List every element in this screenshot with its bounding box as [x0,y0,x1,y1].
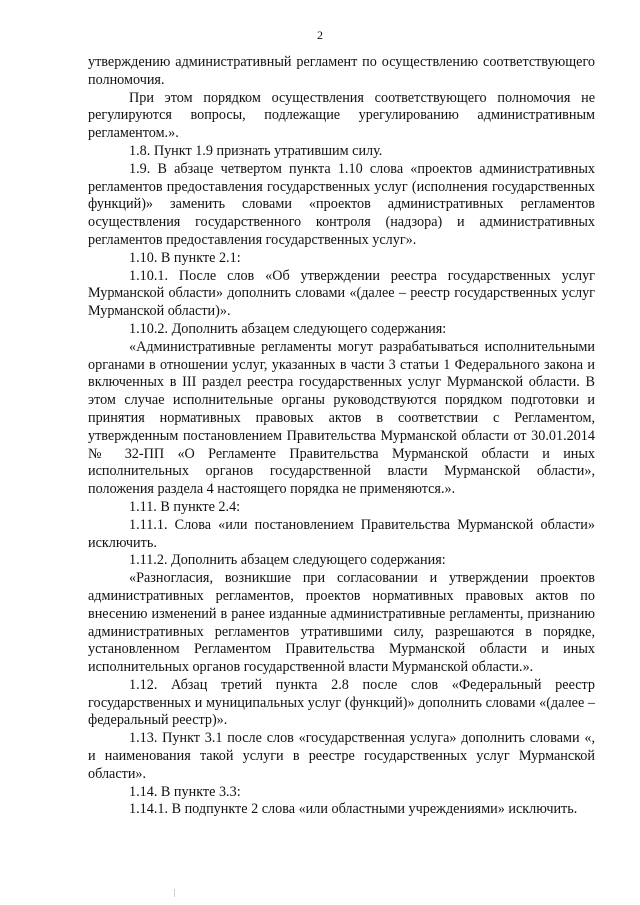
paragraph: 1.8. Пункт 1.9 признать утратившим силу. [129,142,383,159]
paragraph: 1.11.2. Дополнить абзацем следующего содержания: [129,552,446,569]
paragraph: 1.10.1. После слов «Об утверждении реестра государственных услуг Мурманской области» дополнить словами «(далее – реестр государственных услуг Мурманской области)». [88,267,595,320]
paragraph: 1.10.2. Дополнить абзацем следующего содержания: [129,320,447,337]
scan-mark [174,889,175,897]
paragraph: утверждению административный регламент по осуществлению соответствующего полномочия. [88,54,595,88]
paragraph: «Разногласия, возникшие при согласовании и утверждении проектов административных регламентов, проектов нормативных правовых актов по внесению изменений в ранее изданные административные регламенты, признанию административных регламентов утратившими силу, разрешаются в порядке, установленном Регламентом Правительства Мурманской области и иных исполнительных органов государственной власти Мурманской области.». [88,570,595,676]
paragraph: 1.11. В пункте 2.4: [129,498,241,515]
page-number: 2 [317,28,323,42]
paragraph: 1.14.1. В подпункте 2 слова «или областными учреждениями» исключить. [129,801,578,818]
paragraph: 1.12. Абзац третий пункта 2.8 после слов «Федеральный реестр государственных и муниципальных услуг (функций)» дополнить словами «(далее – федеральный реестр)». [88,676,595,729]
paragraph: При этом порядком осуществления соответствующего полномочия не регулируются вопросы, подлежащие урегулированию административным регламентом.». [88,89,595,142]
paragraph: 1.9. В абзаце четвертом пункта 1.10 слова «проектов административных регламентов предоставления государственных услуг (исполнения государственных функций)» заменить словами «проектов административных регламентов осуществления государственного контроля (надзора) и административных регламентов предоставления государственных услуг». [88,160,595,248]
document-body [88,54,595,819]
paragraph: 1.10. В пункте 2.1: [129,249,241,266]
paragraph: 1.11.1. Слова «или постановлением Правительства Мурманской области» исключить. [88,516,595,551]
paragraph: 1.14. В пункте 3.3: [129,783,241,800]
paragraph: «Административные регламенты могут разрабатываться исполнительными органами в отношении услуг, указанных в части 3 статьи 1 Федерального закона и включенных в III раздел реестра государственных услуг Мурманской области. В этом случае исполнительные органы руководствуются порядком подготовки и принятия нормативных правовых актов в соответствии с Регламентом, утвержденным постановлением Правительства Мурманской области от 30.01.2014 № 32-ПП «О Регламенте Правительства Мурманской области и иных исполнительных органов государственной власти Мурманской области», положения раздела 4 настоящего порядка не применяются.». [88,338,595,498]
paragraph: 1.13. Пункт 3.1 после слов «государственная услуга» дополнить словами «, и наименования такой услуги в реестре государственных услуг Мурманской области». [88,730,595,782]
